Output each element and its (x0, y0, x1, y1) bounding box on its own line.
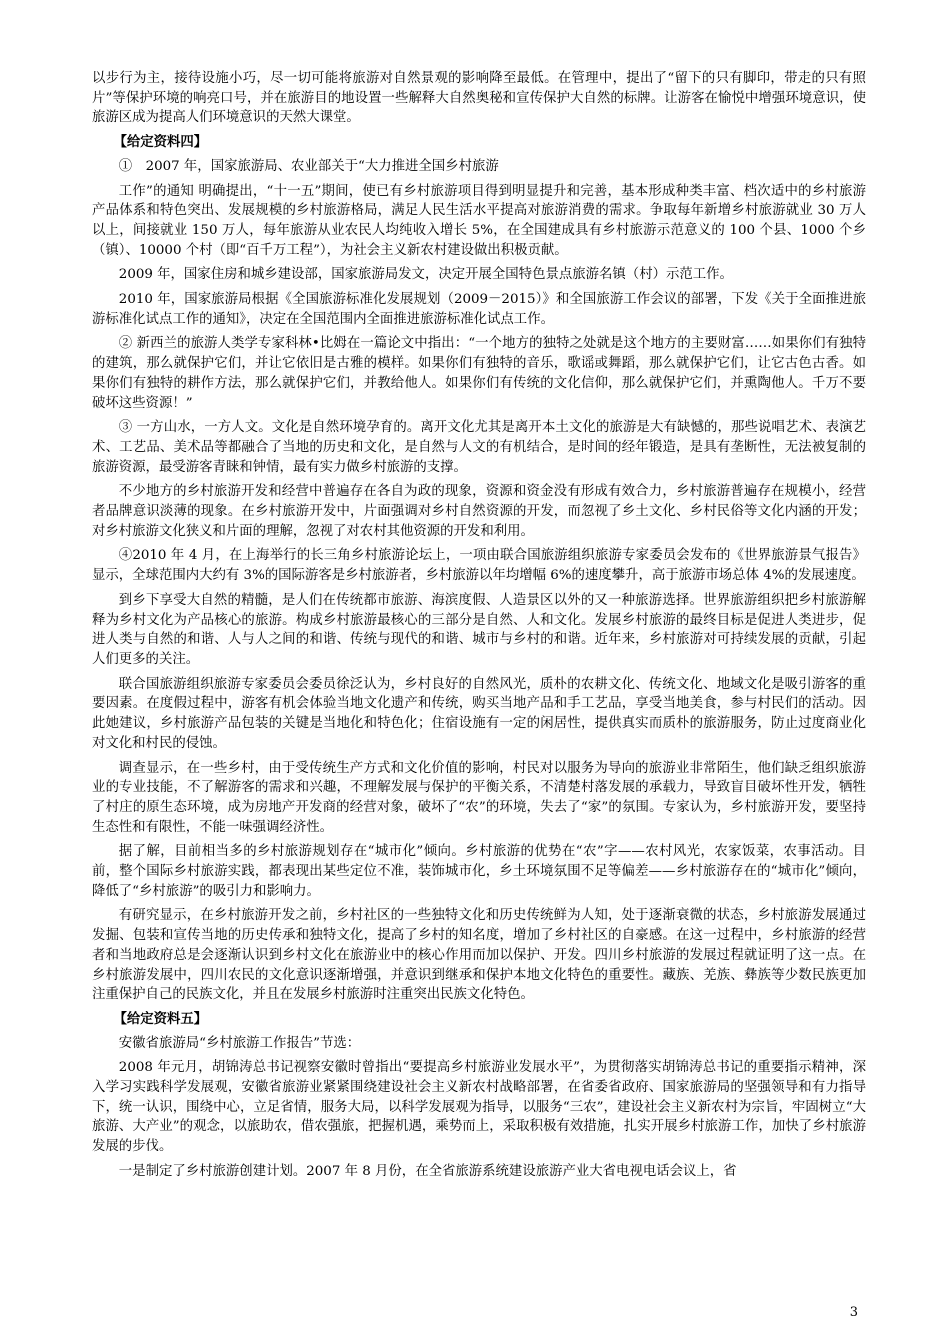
paragraph-development-problems: 不少地方的乡村旅游开发和经营中普遍存在各自为政的现象，资源和资金没有形成有效合力，乡村旅游普遍存在规模小，经营者品牌意识淡薄的现象。在乡村旅游开发中，片面强调对乡村自然资源的开发，而忽视了乡土文化、乡村民俗等文化内涵的开发；对乡村旅游文化狭义和片面的理解，忽视了对农村其他资源的开发和利用。 (92, 484, 866, 539)
section-heading-material-five: 【给定资料五】 (113, 1010, 208, 1027)
paragraph-expert-xu-fan: 联合国旅游组织旅游专家委员会委员徐泛认为，乡村良好的自然风光，质朴的农耕文化、传统文化、地域文化是吸引游客的重要因素。在度假过程中，游客有机会体验当地文化遗产和传统，购买当地产品和手工艺品，享受当地美食，参与村民们的活动。因此她建议，乡村旅游产品包装的关键是当地化和特色化；住宿设施有一定的闲居性，提供真实而质朴的旅游服务，防止过度商业化对文化和村民的侵蚀。 (92, 676, 866, 751)
document-page (92, 69, 866, 1187)
paragraph-2007-notice-intro: ① 2007 年，国家旅游局、农业部关于“大力推进全国乡村旅游 (118, 158, 499, 174)
page-number: 3 (849, 1305, 858, 1320)
paragraph-2010-forum-report: ④2010 年 4 月，在上海举行的长三角乡村旅游论坛上，一项由联合国旅游组织旅游专家委员会发布的《世界旅游景气报告》显示，全球范围内大约有 3%的国际游客是乡村旅游者，乡村旅游以年均增幅 6%的速度攀升，高于旅游市场总体 4%的发展速度。 (92, 548, 866, 584)
paragraph-urbanization-tendency: 据了解，目前相当多的乡村旅游规划存在“城市化”倾向。乡村旅游的优势在“农”字——农村风光，农家饭菜，农事活动。目前，整个国际乡村旅游实践，都表现出某些定位不准，装饰城市化，乡土环境氛围不足等偏差——乡村旅游存在的“城市化”倾向，降低了“乡村旅游”的吸引力和影响力。 (92, 844, 866, 899)
paragraph-2007-notice-body: 工作”的通知 明确提出，“十一五”期间，使已有乡村旅游项目得到明显提升和完善，基本形成种类丰富、档次适中的乡村旅游产品体系和特色突出、发展规模的乡村旅游格局，满足人民生活水平提高对旅游消费的需求。争取每年新增乡村旅游就业 30 万人以上，间接就业 150 万人，每年旅游从业农民人均纯收入增长 5%，在全国建成具有乡村旅游示范意义的 100 个县、1000 个乡（镇）、10000 个村（即“百千万工程”），为社会主义新农村建设做出积极贡献。 (92, 183, 866, 258)
paragraph-anhui-plan: 一是制定了乡村旅游创建计划。2007 年 8 月份，在全省旅游系统建设旅游产业大省电视电话会议上，省 (118, 1163, 737, 1179)
paragraph-2010-standardization: 2010 年，国家旅游局根据《全国旅游标准化发展规划（2009－2015）》和全国旅游工作会议的部署，下发《关于全面推进旅游标准化试点工作的通知》，决定在全国范围内全面推进旅游标准化试点工作。 (92, 292, 866, 327)
paragraph-new-zealand-expert: ② 新西兰的旅游人类学专家科林•比姆在一篇论文中指出：“一个地方的独特之处就是这个地方的主要财富……如果你们有独特的建筑，那么就保护它们，并让它依旧是古雅的模样。如果你们有独特的音乐，歌谣或舞蹈，那么就保护它们，让它古色古香。如果你们有独特的耕作方法，那么就保护它们，并教给他人。如果你们有传统的文化信仰，那么就保护它们，并熏陶他人。千万不要破坏这些资源！” (92, 336, 866, 411)
paragraph-rural-tourism-definition: 到乡下享受大自然的精髓，是人们在传统都市旅游、海滨度假、人造景区以外的又一种旅游选择。世界旅游组织把乡村旅游解释为乡村文化为产品核心的旅游。构成乡村旅游最核心的三部分是自然、人和文化。发展乡村旅游的最终目标是促进人类进步，促进人类与自然的和谐、人与人之间的和谐、传统与现代的和谐、城市与乡村的和谐。近年来，乡村旅游对可持续发展的贡献，引起人们更多的关注。 (92, 592, 866, 667)
paragraph-local-culture: ③ 一方山水，一方人文。文化是自然环境孕育的。离开文化尤其是离开本土文化的旅游是大有缺憾的，那些说唱艺术、表演艺术、工艺品、美术品等都融合了当地的历史和文化，是自然与人文的有机结合，是时间的经年锻造，是具有垄断性，无法被复制的旅游资源，最受游客青睐和钟情，最有实力做乡村旅游的支撑。 (92, 420, 866, 475)
paragraph-sichuan-research: 有研究显示，在乡村旅游开发之前，乡村社区的一些独特文化和历史传统鲜为人知，处于逐渐衰微的状态，乡村旅游发展通过发掘、包装和宣传当地的历史传承和独特文化，提高了乡村的知名度，增加了乡村社区的自豪感。在这一过程中，乡村旅游的经营者和当地政府总是会逐渐认识到乡村文化在旅游业中的核心作用而加以保护、开发。四川乡村旅游的发展过程就证明了这一点。在乡村旅游发展中，四川农民的文化意识逐渐增强，并意识到继承和保护本地文化特色的重要性。藏族、羌族、彝族等少数民族更加注重保护自己的民族文化，并且在发展乡村旅游时注重突出民族文化特色。 (92, 908, 866, 1003)
paragraph-2009-demonstration: 2009 年，国家住房和城乡建设部，国家旅游局发文，决定开展全国特色景点旅游名镇（村）示范工作。 (118, 267, 733, 283)
section-heading-material-four: 【给定资料四】 (113, 134, 208, 151)
paragraph-ecotourism-conclusion: 以步行为主，接待设施小巧，尽一切可能将旅游对自然景观的影响降至最低。在管理中，提出了“留下的只有脚印，带走的只有照片”等保护环境的响亮口号，并在旅游目的地设置一些解释大自然奥秘和宣传保护大自然的标牌。让游客在愉悦中增强环境意识，使旅游区成为提高人们环境意识的天然大课堂。 (92, 71, 866, 126)
paragraph-anhui-report-title: 安徽省旅游局“乡村旅游工作报告”节选： (118, 1035, 361, 1051)
paragraph-anhui-2008: 2008 年元月，胡锦涛总书记视察安徽时曾指出“要提高乡村旅游业发展水平”，为贯彻落实胡锦涛总书记的重要指示精神，深入学习实践科学发展观，安徽省旅游业紧紧围绕建设社会主义新农村战略部署，在省委省政府、国家旅游局的坚强领导和有力指导下，统一认识，围绕中心，立足省情，服务大局，以科学发展观为指导，以服务“三农”，建设社会主义新农村为宗旨，牢固树立“大旅游、大产业”的观念，以旅助农，借农强旅，把握机遇，乘势而上，采取积极有效措施，扎实开展乡村旅游工作，加快了乡村旅游发展的步伐。 (92, 1060, 866, 1155)
paragraph-survey-findings: 调查显示，在一些乡村，由于受传统生产方式和文化价值的影响，村民对以服务为导向的旅游业非常陌生，他们缺乏组织旅游业的专业技能，不了解游客的需求和兴趣，不理解发展与保护的平衡关系，不清楚村落发展的承载力，导致盲目破坏性开发，牺牲了村庄的原生态环境，成为房地产开发商的经营对象，破坏了“农”的环境，失去了“家”的氛围。专家认为，乡村旅游开发，要坚持生态性和有限性，不能一味强调经济性。 (92, 760, 866, 835)
